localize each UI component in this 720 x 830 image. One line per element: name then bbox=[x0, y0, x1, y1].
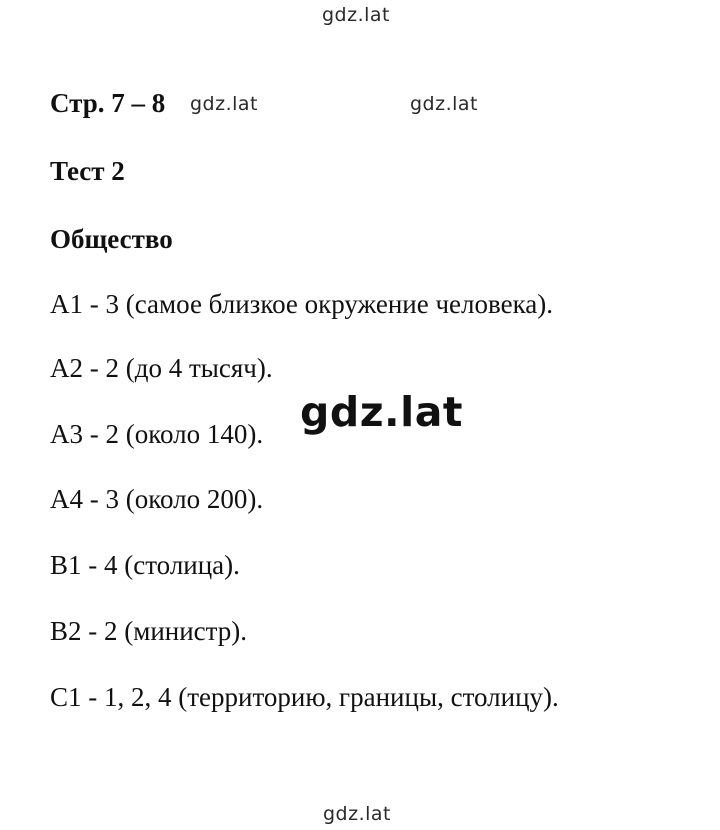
watermark-top: gdz.lat bbox=[322, 4, 391, 26]
answer-a4: А4 - 3 (около 200). bbox=[50, 484, 264, 514]
watermark-bottom: gdz.lat bbox=[323, 803, 392, 825]
answer-a3: А3 - 2 (около 140). bbox=[50, 419, 264, 449]
watermark-center: gdz.lat bbox=[300, 388, 463, 436]
page-reference: Стр. 7 – 8 bbox=[50, 88, 166, 118]
answer-b2: В2 - 2 (министр). bbox=[50, 616, 248, 646]
watermark-right: gdz.lat bbox=[410, 93, 479, 115]
answer-c1: С1 - 1, 2, 4 (территорию, границы, столицу). bbox=[50, 682, 559, 712]
watermark-inline: gdz.lat bbox=[190, 93, 259, 115]
answer-b1: В1 - 4 (столица). bbox=[50, 550, 240, 580]
test-title: Тест 2 bbox=[50, 156, 125, 186]
answer-a2: А2 - 2 (до 4 тысяч). bbox=[50, 353, 273, 383]
answer-a1: А1 - 3 (самое близкое окружение человека). bbox=[50, 289, 554, 319]
section-title: Общество bbox=[50, 224, 173, 254]
